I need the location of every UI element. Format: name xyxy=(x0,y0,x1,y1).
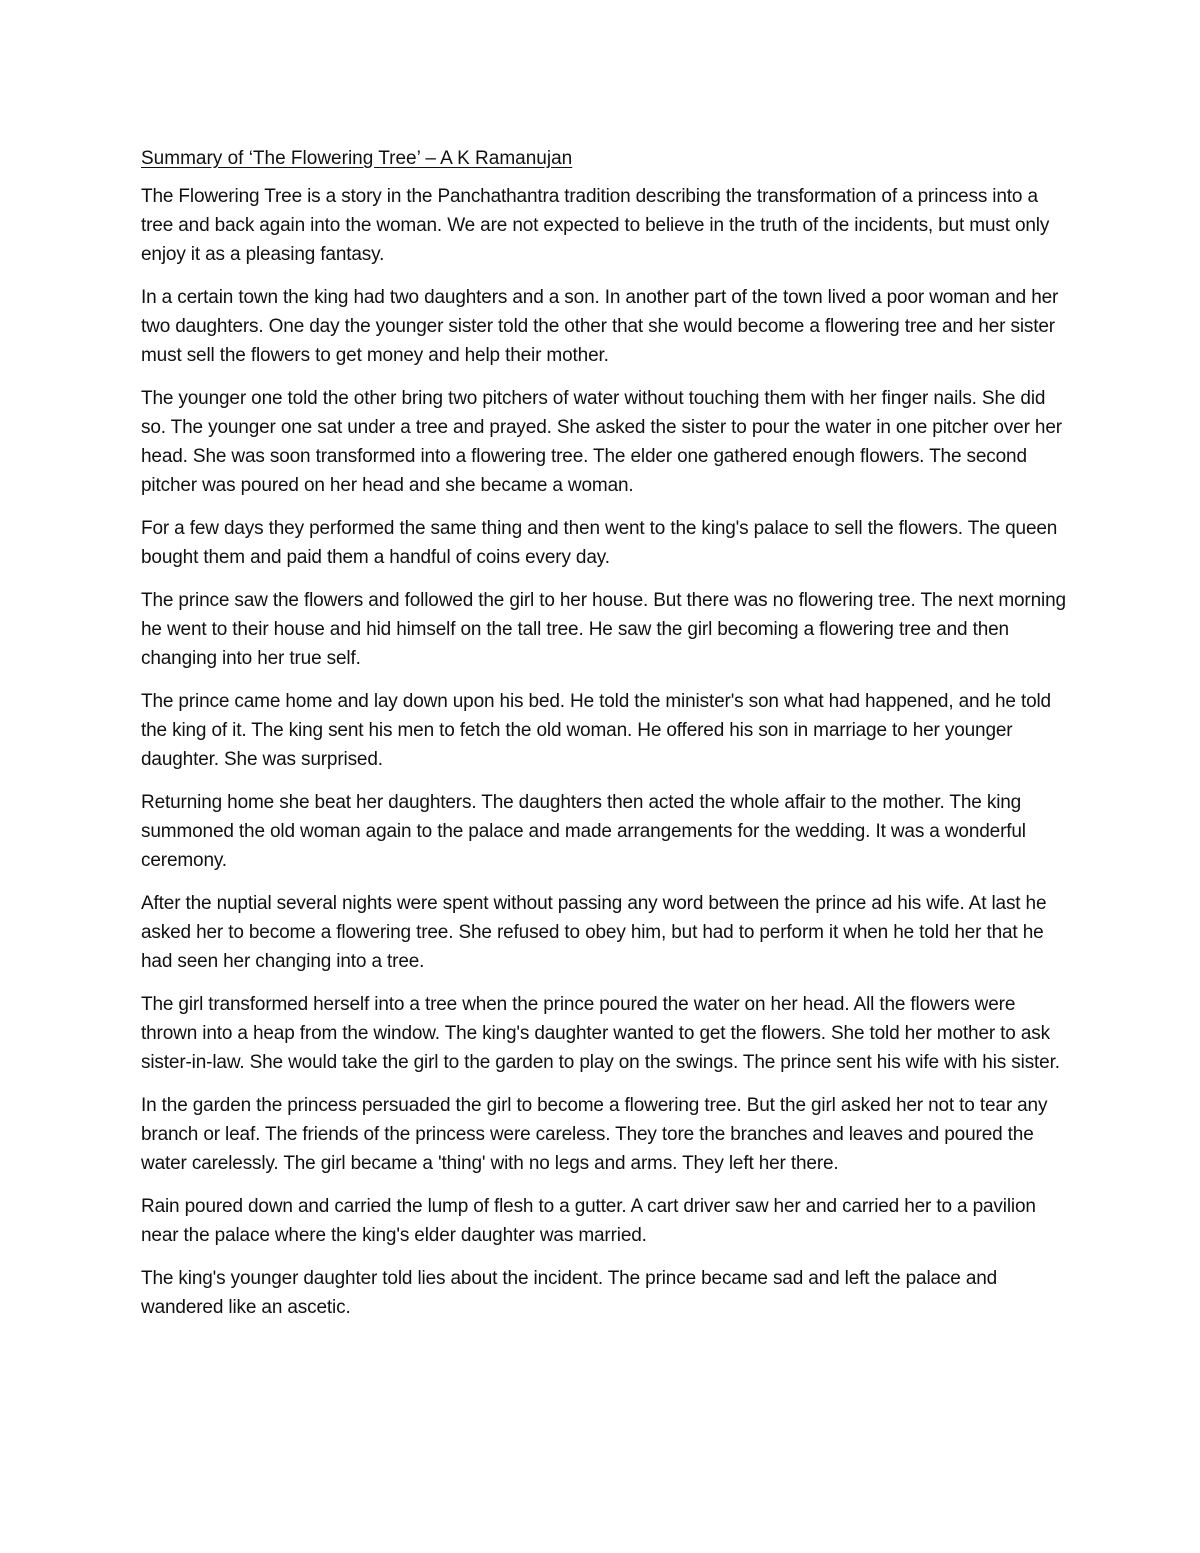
paragraph-wedding: Returning home she beat her daughters. The daughters then acted the whole affair to the mother. The king summoned the old woman again to the palace and made arrangements for the wedding. It was a wonderful ceremony. xyxy=(141,792,1026,871)
paragraph-selling-flowers: For a few days they performed the same thing and then went to the king's palace to sell the flowers. The queen bought them and paid them a handful of coins every day. xyxy=(141,518,1058,568)
paragraph-rain: Rain poured down and carried the lump of flesh to a gutter. A cart driver saw her and carried her to a pavilion near the palace where the king's elder daughter was married. xyxy=(141,1196,1036,1246)
paragraph-transformation: The younger one told the other bring two pitchers of water without touching them with her finger nails. She did so. The younger one sat under a tree and prayed. She asked the sister to pour the water in one pitcher over her head. She was soon transformed into a flowering tree. The elder one gathered enough flowers. The second pitcher was poured on her head and she became a woman. xyxy=(141,388,1062,496)
paragraph-marriage-offer: The prince came home and lay down upon his bed. He told the minister's son what had happened, and he told the king of it. The king sent his men to fetch the old woman. He offered his son in marriage to her younger daughter. She was surprised. xyxy=(141,691,1051,770)
paragraph-sister-in-law: The girl transformed herself into a tree when the prince poured the water on her head. All the flowers were thrown into a heap from the window. The king's daughter wanted to get the flowers. She told her mother to ask sister-in-law. She would take the girl to the garden to play on the swings. The prince sent his wife with his sister. xyxy=(141,994,1060,1073)
paragraph-two-daughters: In a certain town the king had two daughters and a son. In another part of the town lived a poor woman and her two daughters. One day the younger sister told the other that she would become a flowering tree and her sister must sell the flowers to get money and help their mother. xyxy=(141,287,1059,366)
paragraph-nuptial: After the nuptial several nights were spent without passing any word between the prince ad his wife. At last he asked her to become a flowering tree. She refused to obey him, but had to perform it when he told her that he had seen her changing into a tree. xyxy=(141,893,1047,972)
document-title: Summary of ‘The Flowering Tree’ – A K Ramanujan xyxy=(141,148,573,169)
paragraph-intro: The Flowering Tree is a story in the Panchathantra tradition describing the transformation of a princess into a tree and back again into the woman. We are not expected to believe in the truth of the incidents, but must only enjoy it as a pleasing fantasy. xyxy=(141,186,1050,265)
paragraph-garden: In the garden the princess persuaded the girl to become a flowering tree. But the girl asked her not to tear any branch or leaf. The friends of the princess were careless. They tore the branches and leaves and poured the water carelessly. The girl became a 'thing' with no legs and arms. They left her there. xyxy=(141,1095,1048,1174)
paragraph-ascetic: The king's younger daughter told lies about the incident. The prince became sad and left the palace and wandered like an ascetic. xyxy=(141,1268,998,1318)
document-page xyxy=(141,144,1071,1336)
paragraph-prince-follows: The prince saw the flowers and followed the girl to her house. But there was no flowering tree. The next morning he went to their house and hid himself on the tall tree. He saw the girl becoming a flowering tree and then changing into her true self. xyxy=(141,590,1066,669)
